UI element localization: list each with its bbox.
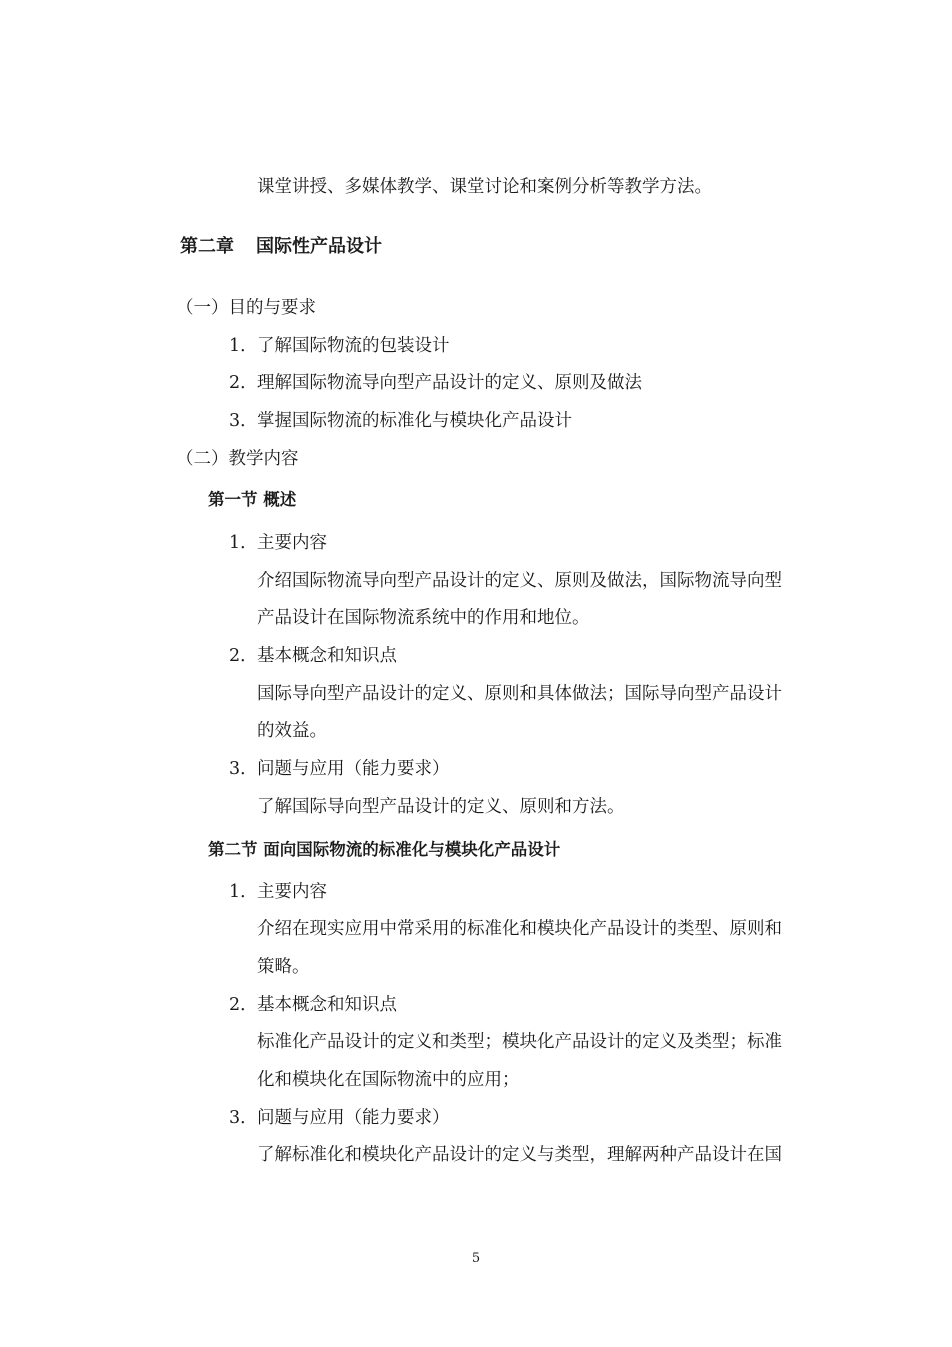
section1-item-text: 介绍国际物流导向型产品设计的定义、原则及做法，国际物流导向型 (257, 571, 782, 591)
section2-item-label: 1．主要内容 (229, 882, 327, 902)
section1-item-text: 产品设计在国际物流系统中的作用和地位。 (257, 608, 590, 628)
section2-title: 第二节 面向国际物流的标准化与模块化产品设计 (208, 840, 561, 859)
section2-item-label: 3．问题与应用（能力要求） (229, 1108, 450, 1128)
section1-title: 第一节 概述 (208, 490, 297, 509)
part1-item: 1．了解国际物流的包装设计 (229, 336, 450, 356)
section1-item-label: 1．主要内容 (229, 533, 327, 553)
section1-item-label: 2．基本概念和知识点 (229, 646, 397, 666)
section1-item-text: 国际导向型产品设计的定义、原则和具体做法；国际导向型产品设计 (257, 684, 782, 704)
intro-line: 课堂讲授、多媒体教学、课堂讨论和案例分析等教学方法。 (257, 177, 712, 197)
page-number: 5 (471, 1251, 481, 1266)
section2-item-text: 了解标准化和模块化产品设计的定义与类型，理解两种产品设计在国 (257, 1145, 782, 1165)
section1-item-label: 3．问题与应用（能力要求） (229, 759, 450, 779)
section1-item-text: 了解国际导向型产品设计的定义、原则和方法。 (257, 797, 625, 817)
chapter-title: 国际性产品设计 (256, 236, 382, 257)
part1-item: 2．理解国际物流导向型产品设计的定义、原则及做法 (229, 373, 642, 393)
section2-item-text: 标准化产品设计的定义和类型；模块化产品设计的定义及类型；标准 (257, 1032, 782, 1052)
section2-item-label: 2．基本概念和知识点 (229, 995, 397, 1015)
section1-item-text: 的效益。 (257, 721, 327, 741)
part2-heading: （二）教学内容 (176, 449, 299, 469)
section2-item-text: 介绍在现实应用中常采用的标准化和模块化产品设计的类型、原则和 (257, 919, 782, 939)
section2-item-text: 策略。 (257, 957, 310, 977)
chapter-number: 第二章 (180, 236, 234, 257)
part1-heading: （一）目的与要求 (176, 298, 316, 318)
section2-item-text: 化和模块化在国际物流中的应用； (257, 1070, 520, 1090)
chapter-heading (180, 234, 382, 260)
part1-item: 3．掌握国际物流的标准化与模块化产品设计 (229, 411, 572, 431)
